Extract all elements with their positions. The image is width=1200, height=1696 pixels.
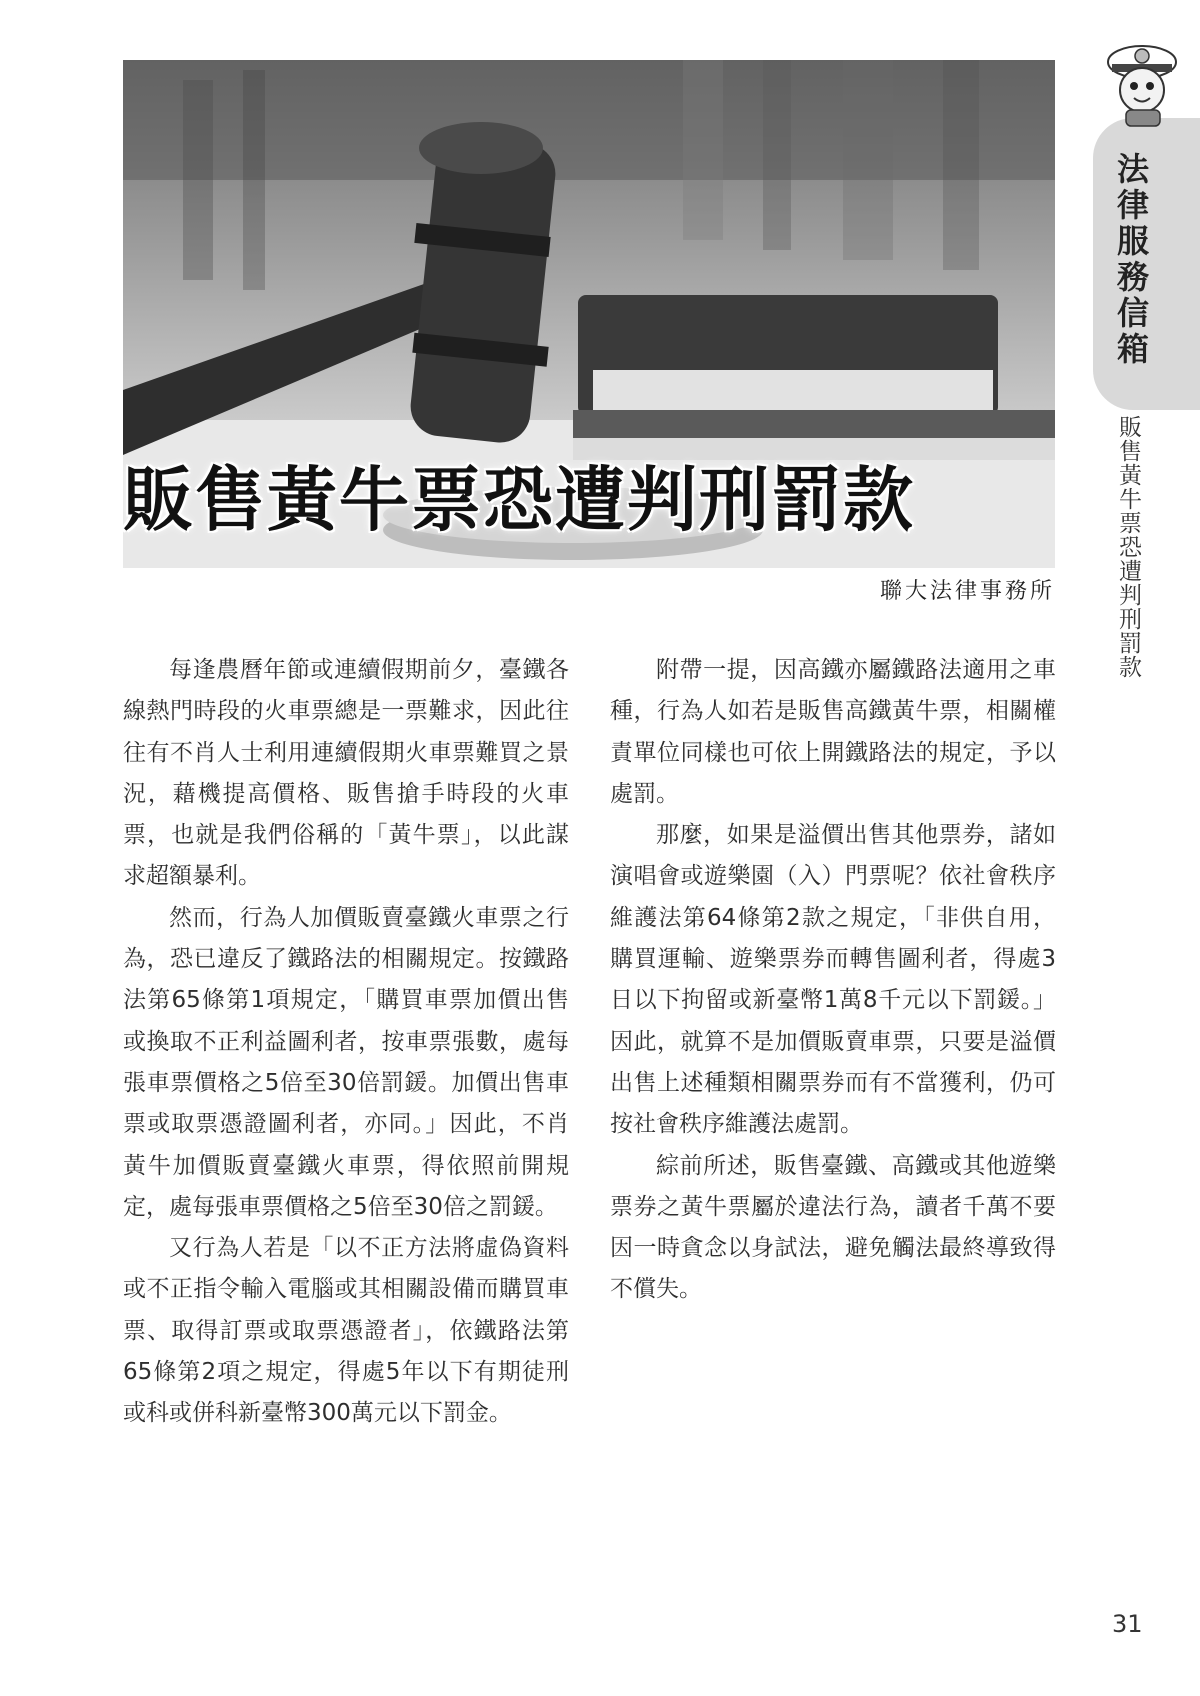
page-number: 31	[1112, 1610, 1143, 1638]
paragraph: 那麼，如果是溢價出售其他票券，諸如演唱會或遊樂園（入）門票呢？依社會秩序維護法第64條第2款之規定，「非供自用，購買運輸、遊樂票券而轉售圖利者，得處3日以下拘留或新臺幣1萬8千元以下罰鍰。」因此，就算不是加價販賣車票，只要是溢價出售上述種類相關票券而有不當獲利，仍可按社會秩序維護法處罰。	[610, 822, 1056, 1138]
paragraph: 又行為人若是「以不正方法將虛偽資料或不正指令輸入電腦或其相關設備而購買車票、取得訂票或取票憑證者」，依鐵路法第65條第2項之規定，得處5年以下有期徒刑或科或併科新臺幣300萬元以下罰金。	[123, 1235, 569, 1427]
section-title: 法律服務信箱	[1112, 152, 1150, 368]
right-column	[610, 650, 1056, 1311]
left-column	[123, 650, 569, 1435]
paragraph: 綜前所述，販售臺鐵、高鐵或其他遊樂票券之黃牛票屬於違法行為，讀者千萬不要因一時貪念以身試法，避免觸法最終導致得不償失。	[610, 1152, 1056, 1303]
paragraph: 然而，行為人加價販賣臺鐵火車票之行為，恐已違反了鐵路法的相關規定。按鐵路法第65條第1項規定，「購買車票加價出售或換取不正利益圖利者，按車票張數，處每張車票價格之5倍至30倍罰鍰。加價出售車票或取票憑證圖利者，亦同。」因此，不肖黃牛加價販賣臺鐵火車票，得依照前開規定，處每張車票價格之5倍至30倍之罰鍰。	[123, 904, 569, 1220]
article-title: 販售黃牛票恐遭判刑罰款	[123, 459, 915, 541]
police-mascot-icon	[1100, 38, 1190, 128]
paragraph: 附帶一提，因高鐵亦屬鐵路法適用之車種，行為人如若是販售高鐵黃牛票，相關權責單位同樣也可依上開鐵路法的規定，予以處罰。	[610, 657, 1056, 807]
article-author: 聯大法律事務所	[879, 579, 1055, 604]
paragraph: 每逢農曆年節或連續假期前夕，臺鐵各線熱門時段的火車票總是一票難求，因此往往有不肖人士利用連續假期火車票難買之景況，藉機提高價格、販售搶手時段的火車票，也就是我們俗稱的「黃牛票」，以此謀求超額暴利。	[123, 657, 569, 890]
hero-image	[123, 60, 1055, 568]
running-title: 販售黃牛票恐遭判刑罰款	[1115, 415, 1141, 679]
